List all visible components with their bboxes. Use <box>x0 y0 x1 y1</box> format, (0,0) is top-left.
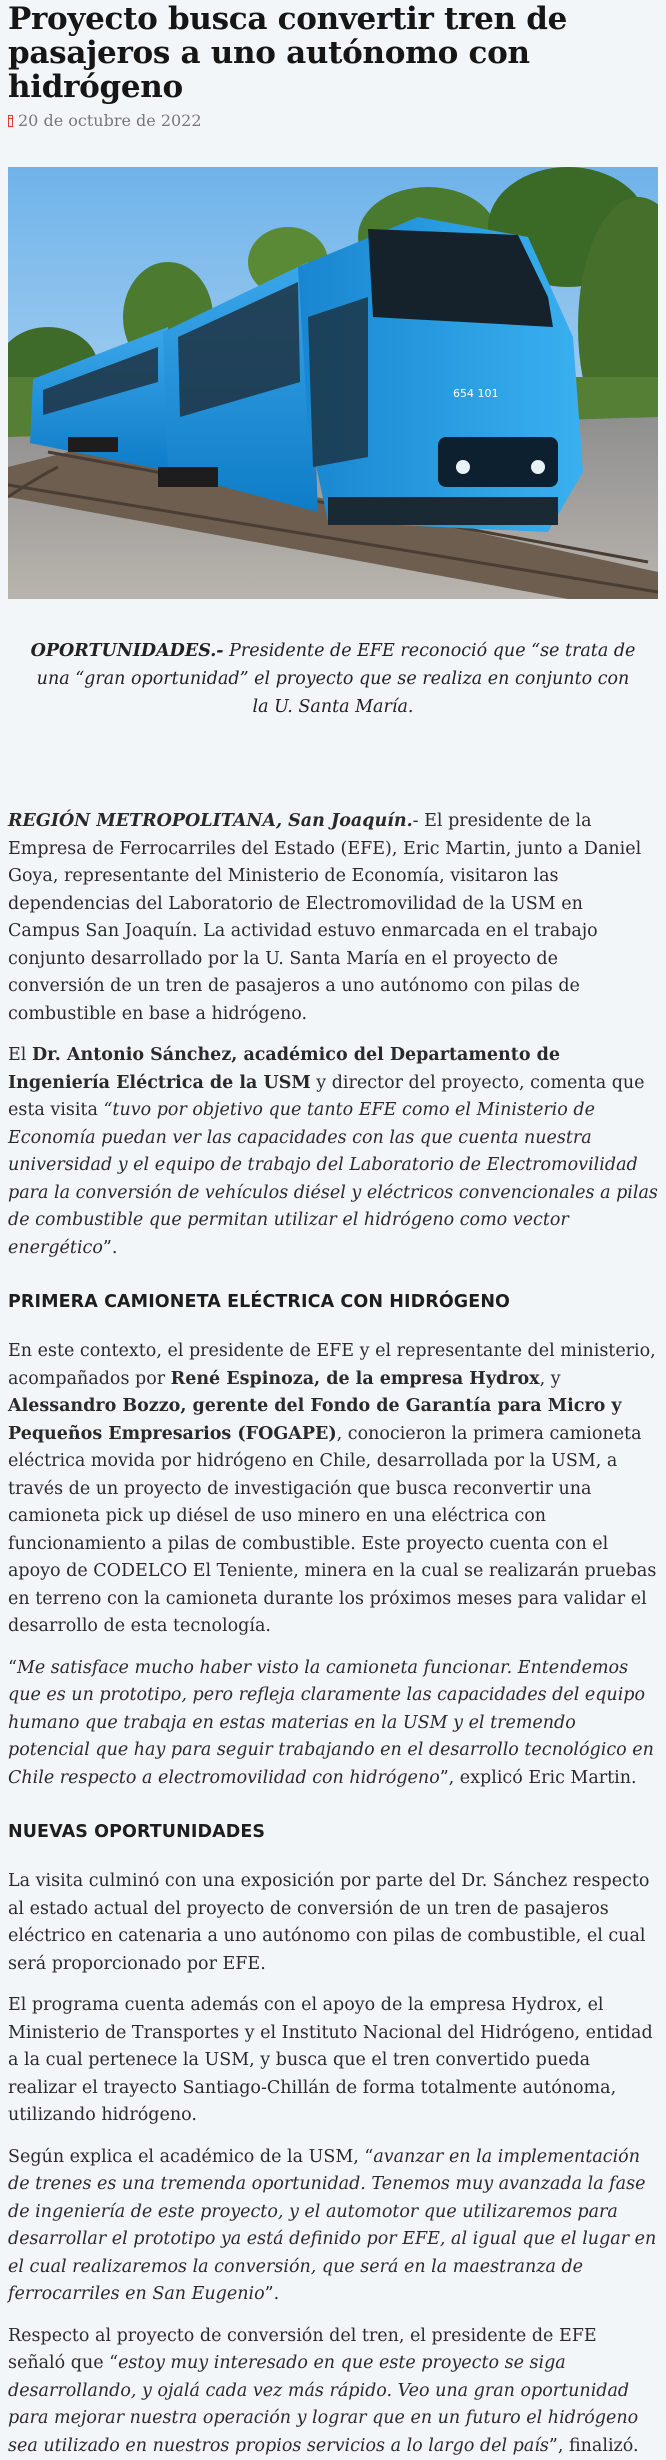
caption-lead: OPORTUNIDADES.- <box>31 641 224 661</box>
p7-c: ”. <box>265 2284 280 2304</box>
p3-a: En este contexto, el presidente de EFE y el representante del ministerio, acompañados por <box>8 1341 656 1389</box>
paragraph-4 <box>8 1655 658 1793</box>
paragraph-5: La visita culminó con una exposición por parte del Dr. Sánchez respecto al estado actual del proyecto de conversión de un tren de pasajeros eléctrico en catenaria a uno autónomo con pilas de combustible, el cual será proporcionado por EFE. <box>8 1868 658 1978</box>
paragraph-2 <box>8 1042 658 1262</box>
photo-caption <box>30 637 636 721</box>
train-number: 654 101 <box>453 387 499 400</box>
p7-b: avanzar en la implementación de trenes es una tremenda oportunidad. Tenemos muy avanzada la fase de ingeniería de este proyecto, y el automotor que utilizaremos para desarrollar el prototipo ya está definido por EFE, al igual que el lugar en el cual realizaremos la conversión, que será en la maestranza de ferrocarriles en San Eugenio <box>8 2147 656 2305</box>
paragraph-1-text: - El presidente de la Empresa de Ferrocarriles del Estado (EFE), Eric Martin, junto a Daniel Goya, representante del Ministerio de Economía, visitaron las dependencias del Laboratorio de Electromovilidad de la USM en Campus San Joaquín. La actividad estuvo enmarcada en el trabajo conjunto desarrollado por la U. Santa María en el proyecto de conversión de un tren de pasajeros a uno autónomo con pilas de combustible en base a hidrógeno. <box>8 811 641 1024</box>
article-title: Proyecto busca convertir tren de pasajeros a uno autónomo con hidrógeno <box>8 0 658 104</box>
article-body <box>8 808 658 2460</box>
p2-c: y director del proyecto, comenta que esta visita <box>8 1073 645 1121</box>
article-photo <box>8 167 658 599</box>
p4-a: “ <box>8 1658 17 1678</box>
section-heading-1: PRIMERA CAMIONETA ELÉCTRICA CON HIDRÓGENO <box>8 1292 658 1312</box>
p3-b: René Espinoza, de la empresa Hydrox <box>171 1369 540 1389</box>
paragraph-7 <box>8 2144 658 2309</box>
paragraph-8 <box>8 2323 658 2460</box>
section-heading-2: NUEVAS OPORTUNIDADES <box>8 1822 658 1842</box>
p2-a: El <box>8 1045 32 1065</box>
calendar-icon <box>8 115 13 127</box>
p3-d: Alessandro Bozzo, gerente del Fondo de Garantía para Micro y Pequeños Empresarios (FOGAPE) <box>8 1396 622 1444</box>
publish-date: 20 de octubre de 2022 <box>18 111 202 130</box>
p3-c: , y <box>540 1369 561 1389</box>
paragraph-1 <box>8 808 658 1028</box>
date-row <box>8 111 658 130</box>
p7-a: Según explica el académico de la USM, “ <box>8 2147 373 2167</box>
p2-d: “tuvo por objetivo que tanto EFE como el Ministerio de Economía puedan ver las capacidades con las que cuenta nuestra universidad y el equipo de trabajo del Laboratorio de Electromovilidad para la conversión de vehículos diésel y eléctricos convencionales a pilas de combustible que permitan utilizar el hidrógeno como vector energético <box>8 1100 658 1258</box>
p8-b: estoy muy interesado en que este proyecto se siga desarrollando, y ojalá cada vez más rápido. Veo una gran oportunidad para mejorar nuestra operación y lograr que en un futuro el hidrógeno sea utilizado en nuestros propios servicios a lo largo del país <box>8 2353 638 2456</box>
p8-c: ”, finalizó. <box>549 2436 639 2456</box>
paragraph-3 <box>8 1338 658 1641</box>
p8-a: Respecto al proyecto de conversión del tren, el presidente de EFE señaló que “ <box>8 2326 597 2374</box>
p3-e: , conocieron la primera camioneta eléctrica movida por hidrógeno en Chile, desarrollada por la USM, a través de un proyecto de investigación que busca reconvertir una camioneta pick up diésel de uso minero en una eléctrica con funcionamiento a pilas de combustible. Este proyecto cuenta con el apoyo de CODELCO El Teniente, minera en la cual se realizarán pruebas en terreno con la camioneta durante los próximos meses para validar el desarrollo de esta tecnología. <box>8 1424 656 1637</box>
caption-text: Presidente de EFE reconoció que “se trata de una “gran oportunidad” el proyecto que se realiza en conjunto con la U. Santa María. <box>37 641 636 717</box>
p4-b: Me satisface mucho haber visto la camioneta funcionar. Entendemos que es un prototipo, pero refleja claramente las capacidades del equipo humano que trabaja en estas materias en la USM y el tremendo potencial que hay para seguir trabajando en el desarrollo tecnológico en Chile respecto a electromovilidad con hidrógeno <box>8 1658 654 1788</box>
p2-e: ”. <box>103 1238 118 1258</box>
paragraph-6: El programa cuenta además con el apoyo de la empresa Hydrox, el Ministerio de Transportes y el Instituto Nacional del Hidrógeno, entidad a la cual pertenece la USM, y busca que el tren convertido pueda realizar el trayecto Santiago-Chillán de forma totalmente autónoma, utilizando hidrógeno. <box>8 1992 658 2130</box>
p2-b: Dr. Antonio Sánchez, académico del Departamento de Ingeniería Eléctrica de la USM <box>8 1045 560 1093</box>
p4-c: ”, explicó Eric Martin. <box>440 1768 637 1788</box>
dateline: REGIÓN METROPOLITANA, San Joaquín. <box>8 811 413 831</box>
